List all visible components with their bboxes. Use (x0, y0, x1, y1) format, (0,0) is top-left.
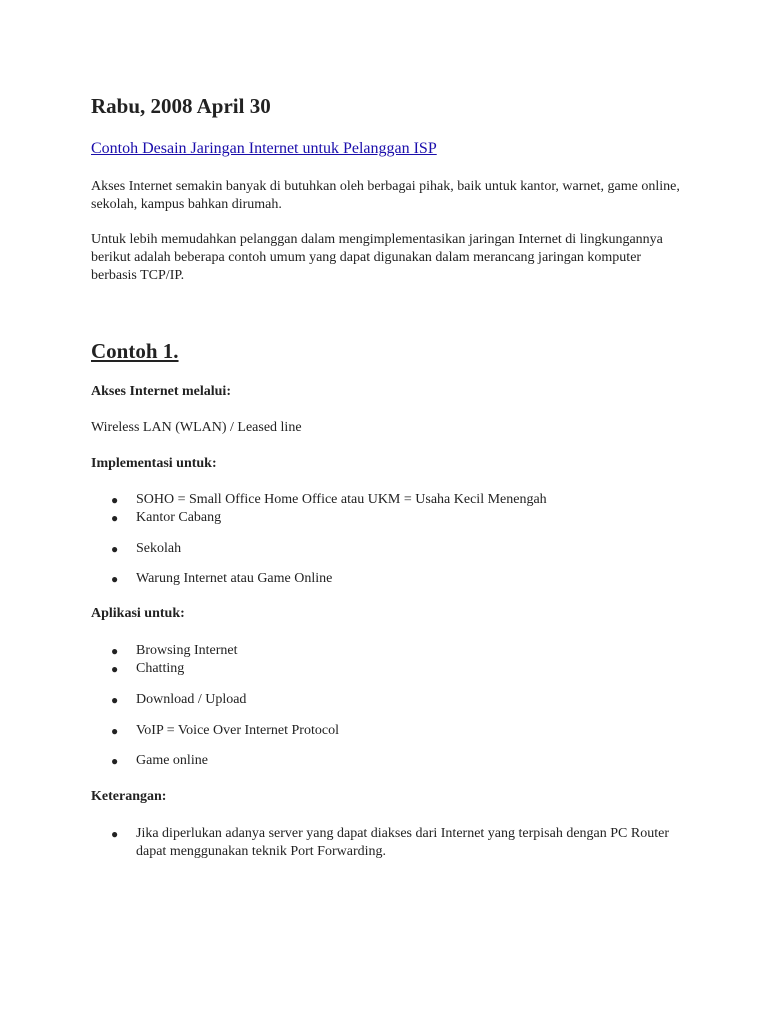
bullet-icon: ● (111, 644, 119, 658)
list-item: ● Download / Upload (111, 692, 247, 707)
list-item: ● Sekolah (111, 541, 182, 556)
list-item: ● Chatting (111, 661, 185, 676)
list-item: ● Browsing Internet (111, 643, 238, 658)
intro-paragraph-2: Untuk lebih memudahkan pelanggan dalam mengimplementasikan jaringan Internet di lingkungannya berikut adalah beberapa contoh umum yang dapat digunakan dalam merancang jaringan komputer berbasis TCP/IP. (91, 232, 663, 283)
implementasi-label: Implementasi untuk: (91, 456, 217, 471)
list-item: ● SOHO = Small Office Home Office atau UKM = Usaha Kecil Menengah (111, 492, 547, 507)
bullet-icon: ● (111, 662, 119, 676)
list-item: ● Warung Internet atau Game Online (111, 571, 333, 586)
bullet-icon: ● (111, 754, 119, 768)
list-item: ● Jika diperlukan adanya server yang dapat diakses dari Internet yang terpisah dengan PC Router dapat menggunakan teknik Port Forwarding. (111, 826, 669, 859)
keterangan-label: Keterangan: (91, 789, 167, 804)
bullet-icon: ● (111, 542, 119, 556)
bullet-icon: ● (111, 511, 119, 525)
list-item: ● Game online (111, 753, 208, 768)
aplikasi-label: Aplikasi untuk: (91, 606, 185, 621)
section-heading: Contoh 1. (91, 339, 179, 363)
list-item: ● VoIP = Voice Over Internet Protocol (111, 723, 339, 738)
post-date: Rabu, 2008 April 30 (91, 94, 271, 118)
bullet-icon: ● (111, 572, 119, 586)
akses-label: Akses Internet melalui: (91, 384, 231, 399)
akses-value: Wireless LAN (WLAN) / Leased line (91, 420, 302, 435)
list-item: ● Kantor Cabang (111, 510, 222, 525)
bullet-icon: ● (111, 724, 119, 738)
post-title-link[interactable]: Contoh Desain Jaringan Internet untuk Pelanggan ISP (91, 140, 437, 157)
bullet-icon: ● (111, 493, 119, 507)
bullet-icon: ● (111, 827, 119, 841)
bullet-icon: ● (111, 693, 119, 707)
intro-paragraph-1: Akses Internet semakin banyak di butuhkan oleh berbagai pihak, baik untuk kantor, warnet, game online, sekolah, kampus bahkan dirumah. (91, 179, 680, 212)
